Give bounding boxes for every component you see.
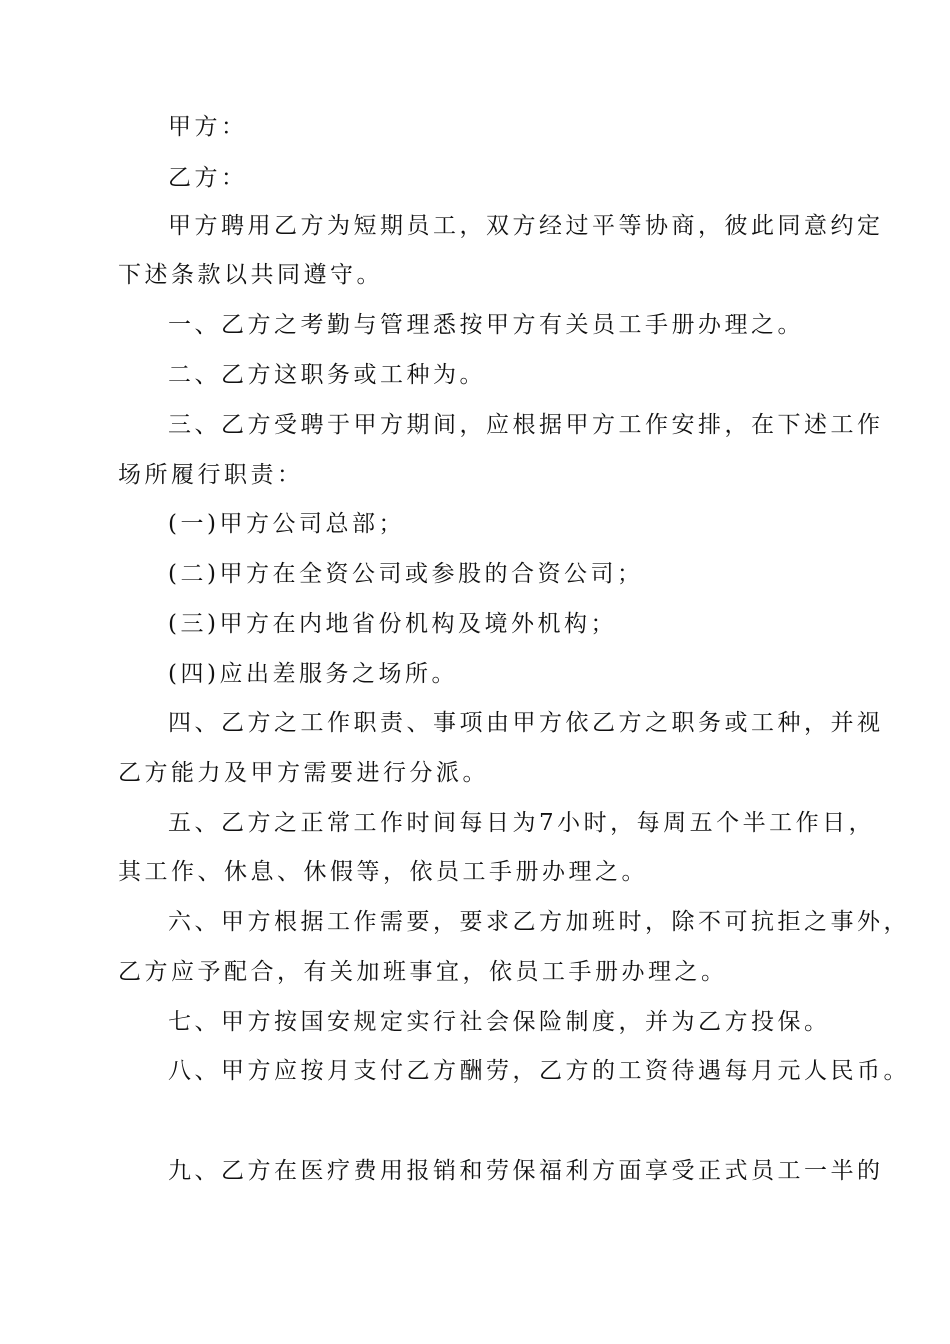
clause-9-line-1: 九、乙方在医疗费用报销和劳保福利方面享受正式员工一半的 bbox=[168, 1158, 884, 1184]
preamble-line-2: 下述条款以共同遵守。 bbox=[118, 262, 383, 288]
clause-5-line-1: 五、乙方之正常工作时间每日为7小时，每周五个半工作日， bbox=[168, 810, 876, 836]
party-a-line: 甲方： bbox=[168, 114, 248, 140]
clause-3-line-1: 三、乙方受聘于甲方期间，应根据甲方工作安排，在下述工作 bbox=[168, 412, 884, 438]
clause-4-line-1: 四、乙方之工作职责、事项由甲方依乙方之职务或工种，并视 bbox=[168, 710, 884, 736]
clause-2: 二、乙方这职务或工种为。 bbox=[168, 362, 486, 388]
party-b-line: 乙方： bbox=[168, 165, 248, 191]
preamble-line-1: 甲方聘用乙方为短期员工，双方经过平等协商，彼此同意约定 bbox=[168, 213, 884, 239]
clause-6-line-1: 六、甲方根据工作需要，要求乙方加班时，除不可抗拒之事外， bbox=[168, 909, 910, 935]
clause-3-line-2: 场所履行职责： bbox=[118, 462, 304, 488]
clause-5-line-2: 其工作、休息、休假等，依员工手册办理之。 bbox=[118, 859, 648, 885]
clause-3-item-4: (四)应出差服务之场所。 bbox=[168, 661, 458, 687]
clause-3-item-3: (三)甲方在内地省份机构及境外机构； bbox=[168, 611, 617, 637]
clause-7: 七、甲方按国安规定实行社会保险制度，并为乙方投保。 bbox=[168, 1009, 831, 1035]
clause-4-line-2: 乙方能力及甲方需要进行分派。 bbox=[118, 760, 489, 786]
clause-8: 八、甲方应按月支付乙方酬劳，乙方的工资待遇每月元人民币。 bbox=[168, 1058, 910, 1084]
clause-3-item-1: (一)甲方公司总部； bbox=[168, 511, 405, 537]
clause-3-item-2: (二)甲方在全资公司或参股的合资公司； bbox=[168, 561, 644, 587]
clause-1: 一、乙方之考勤与管理悉按甲方有关员工手册办理之。 bbox=[168, 312, 804, 338]
clause-6-line-2: 乙方应予配合，有关加班事宜，依员工手册办理之。 bbox=[118, 959, 728, 985]
